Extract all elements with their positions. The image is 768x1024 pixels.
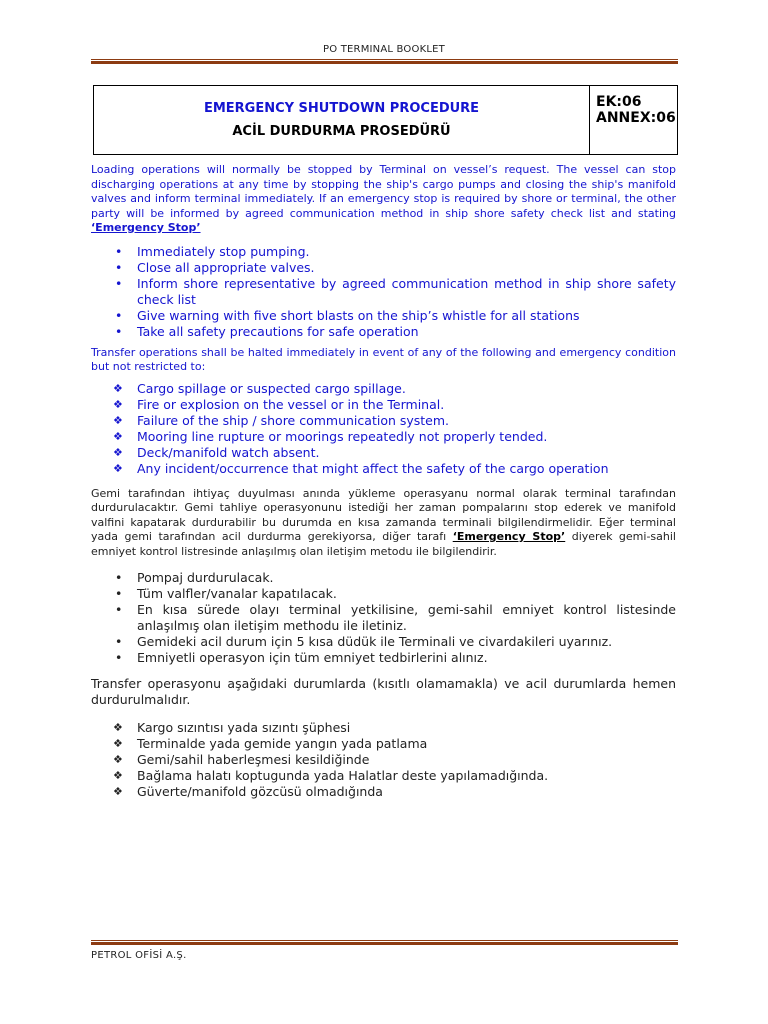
list-item: ❖ Cargo spillage or suspected cargo spillage. bbox=[113, 380, 406, 396]
header-rule bbox=[91, 59, 678, 64]
bullet-icon: • bbox=[115, 602, 123, 617]
title-box bbox=[93, 85, 678, 155]
footer-rule-thick bbox=[91, 942, 678, 945]
list-item: • Immediately stop pumping. bbox=[115, 243, 310, 259]
bullet-icon: • bbox=[115, 323, 123, 339]
footer-rule-thin bbox=[91, 940, 678, 941]
diamond-bullet-icon: ❖ bbox=[113, 397, 123, 411]
list-item: • Pompaj durdurulacak. bbox=[115, 570, 274, 585]
emergency-stop-emphasis-tr: ‘Emergency Stop’ bbox=[452, 530, 566, 543]
annex-code-cell bbox=[590, 86, 677, 154]
bullet-icon: • bbox=[115, 634, 123, 649]
page-header-title: PO TERMINAL BOOKLET bbox=[323, 44, 445, 55]
title-cell bbox=[94, 86, 590, 154]
list-item: ❖ Fire or explosion on the vessel or in the Terminal. bbox=[113, 396, 445, 412]
diamond-bullet-icon: ❖ bbox=[113, 737, 123, 750]
list-item: • Inform shore representative by agreed communication method in ship shore safety check list bbox=[115, 275, 676, 307]
diamond-bullet-icon: ❖ bbox=[113, 769, 123, 782]
list-item: ❖ Failure of the ship / shore communication system. bbox=[113, 412, 450, 428]
bullet-icon: • bbox=[115, 243, 123, 259]
list-item: • Take all safety precautions for safe operation bbox=[115, 323, 419, 339]
list-item: ❖ Güverte/manifold gözcüsü olmadığında bbox=[113, 784, 383, 799]
list-item: • Tüm valfler/vanalar kapatılacak. bbox=[115, 586, 337, 601]
bullet-icon: • bbox=[115, 259, 123, 275]
list-item: ❖ Mooring line rupture or moorings repeatedly not properly tended. bbox=[113, 428, 548, 444]
diamond-bullet-icon: ❖ bbox=[113, 753, 123, 766]
title-english: EMERGENCY SHUTDOWN PROCEDURE bbox=[203, 101, 480, 116]
diamond-bullet-icon: ❖ bbox=[113, 429, 123, 443]
diamond-bullet-icon: ❖ bbox=[113, 721, 123, 734]
header-rule-thick bbox=[91, 61, 678, 64]
halt-intro-turkish: Transfer operasyonu aşağıdaki durumlarda (kısıtlı olamamakla) ve acil durumlarda hemen durdurulmalıdır. bbox=[91, 676, 676, 707]
bullet-icon: • bbox=[115, 307, 123, 323]
document-body bbox=[91, 163, 676, 800]
list-item: ❖ Gemi/sahil haberleşmesi kesildiğinde bbox=[113, 752, 370, 767]
list-item: ❖ Any incident/occurrence that might affect the safety of the cargo operation bbox=[113, 460, 609, 476]
diamond-bullet-icon: ❖ bbox=[113, 785, 123, 798]
emergency-stop-emphasis: ‘Emergency Stop’ bbox=[91, 221, 201, 234]
bullet-icon: • bbox=[115, 650, 123, 665]
footer-rule bbox=[91, 940, 678, 945]
header-rule-thin bbox=[91, 59, 678, 60]
list-item: • Gemideki acil durum için 5 kısa düdük ile Terminali ve civardakileri uyarınız. bbox=[115, 634, 613, 649]
conditions-turkish-list bbox=[91, 720, 676, 800]
list-item: ❖ Deck/manifold watch absent. bbox=[113, 444, 320, 460]
bullet-icon: • bbox=[115, 586, 123, 601]
diamond-bullet-icon: ❖ bbox=[113, 461, 123, 475]
halt-intro-english: Transfer operations shall be halted immediately in event of any of the following and emergency condition but not restricted to: bbox=[91, 345, 676, 373]
code-ek: EK:06 bbox=[596, 94, 642, 110]
bullet-icon: • bbox=[115, 275, 123, 291]
diamond-bullet-icon: ❖ bbox=[113, 381, 123, 395]
list-item: • Give warning with five short blasts on the ship’s whistle for all stations bbox=[115, 307, 580, 323]
diamond-bullet-icon: ❖ bbox=[113, 413, 123, 427]
list-item: • Close all appropriate valves. bbox=[115, 259, 315, 275]
list-item: • Emniyetli operasyon için tüm emniyet tedbirlerini alınız. bbox=[115, 650, 488, 665]
list-item: ❖ Terminalde yada gemide yangın yada patlama bbox=[113, 736, 428, 751]
list-item: • En kısa sürede olayı terminal yetkilisine, gemi-sahil emniyet kontrol listesinde anlaşılmış olan iletişim methodu ile iletiniz. bbox=[115, 602, 676, 633]
footer-company: PETROL OFİSİ A.Ş. bbox=[91, 950, 187, 961]
actions-turkish-list bbox=[91, 570, 676, 666]
list-item: ❖ Kargo sızıntısı yada sızıntı şüphesi bbox=[113, 720, 351, 735]
title-turkish: ACİL DURDURMA PROSEDÜRÜ bbox=[232, 124, 451, 139]
diamond-bullet-icon: ❖ bbox=[113, 445, 123, 459]
code-annex: ANNEX:06 bbox=[596, 110, 676, 126]
list-item: ❖ Bağlama halatı koptugunda yada Halatlar deste yapılamadığında. bbox=[113, 768, 549, 783]
intro-english-text: Loading operations will normally be stopped by Terminal on vessel’s request. The vessel can stop discharging operations at any time by stopping the ship's cargo pumps and closing the ship's manifold valves and inform terminal immediately. If an emergency stop is required by shore or terminal, the other party will be informed by agreed communication method in ship shore safety check list and stating bbox=[91, 163, 676, 220]
intro-english bbox=[91, 163, 676, 236]
intro-turkish-text-before: Gemi tarafından ihtiyaç duyulması anında yükleme operasyanu normal olarak terminal tarafından durdurulacaktır. Gemi tahliye operasyonunu istediği her zaman pompalarını stop ederek ve manifold valfini kapatarak durdurabilir bu durumda en kısa zamanda terminali bilgilendirmelidir. Eğer terminal yada gemi tarafından acil durdurma gerekiyorsa, diğer tarafı bbox=[91, 486, 676, 543]
intro-turkish bbox=[91, 487, 676, 560]
intro-turkish-text-after: diyerek gemi-sahil emniyet kontrol listresinde anlaşılmış olan iletişim metodu ile bilgilendirir. bbox=[91, 530, 676, 558]
conditions-english-list bbox=[91, 381, 676, 477]
actions-english-list bbox=[91, 244, 676, 340]
bullet-icon: • bbox=[115, 570, 123, 585]
